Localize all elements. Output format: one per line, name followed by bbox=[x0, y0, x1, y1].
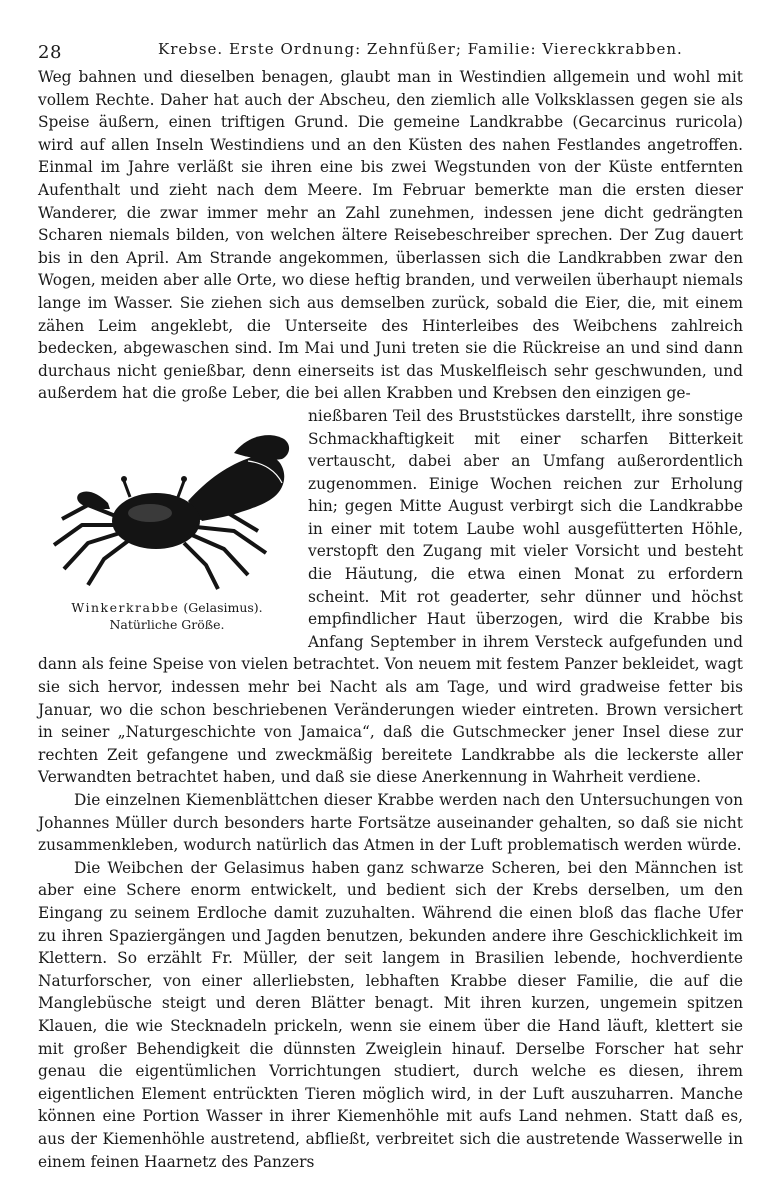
running-head bbox=[38, 36, 743, 66]
crab-figure bbox=[38, 409, 296, 633]
fiddler-crab-illustration bbox=[38, 409, 296, 593]
paragraph-gelasimus: Die Weibchen der Gelasimus haben ganz schwarze Scheren, bei den Männchen ist aber eine Schere enorm entwickelt, und bedient sich der Krebs derselben, um den Eingang zu seinem Erdloche damit zuzuhalten. Während die einen bloß das flache Ufer zu ihren Spaziergängen und Jagden benutzen, bekunden andere ihre Geschicklichkeit im Klettern. So erzählt Fr. Müller, der seit langem in Brasilien lebende, hochverdiente Naturforscher, von einer allerliebsten, lebhaften Krabbe dieser Familie, die auf die Manglebüsche steigt und deren Blätter benagt. Mit ihren kurzen, ungemein spitzen Klauen, die wie Stecknadeln prickeln, wenn sie einem über die Hand läuft, klettert sie mit großer Behendigkeit die dünnsten Zweiglein hinauf. Derselbe Forscher hat sehr genau die eigentümlichen Vorrichtungen studiert, durch welche es diesen, ihrem eigentlichen Element entrückten Tieren möglich wird, in der Luft auszuharren. Manche können eine Portion Wasser in ihrer Kiemenhöhle mit aufs Land nehmen. Statt daß es, aus der Kiemenhöhle austretend, abfließt, verbreitet sich die austretende Wasserwelle in einem feinen Haarnetz des Panzers bbox=[38, 858, 743, 1171]
page-number: 28 bbox=[38, 42, 62, 63]
paragraph-landcrab-top: Weg bahnen und dieselben benagen, glaubt man in Westindien allgemein und wohl mit vollem Rechte. Daher hat auch der Abscheu, den ziemlich alle Volksklassen gegen sie als Speise äußern, einen triftigen Grund. Die gemeine Landkrabbe (Gecarcinus ruricola) wird auf allen Inseln Westindiens und an den Küsten des nahen Festlandes angetroffen. Einmal im Jahre verläßt sie ihren eine bis zwei Wegstunden von der Küste entfernten Aufenthalt und zieht nach dem Meere. Im Februar bemerkte man die ersten dieser Wanderer, die zwar immer mehr an Zahl zunehmen, indessen jene dicht gedrängten Scharen niemals bilden, von welchen ältere Reisebeschreiber sprechen. Der Zug dauert bis in den April. Am Strande angekommen, überlassen sich die Landkrabben zwar den Wogen, meiden aber alle Orte, wo diese heftig branden, und verweilen überhaupt niemals lange im Wasser. Sie ziehen sich aus demselben zurück, sobald die Eier, die, mit einem zähen Leim angeklebt, die Unterseite des Hinterleibes des Weibchens zahlreich bedecken, abgewaschen sind. Im Mai und Juni treten sie die Rückreise an und sind dann durchaus nicht genießbar, denn einerseits ist das Muskelfleisch sehr geschwunden, und außerdem hat die große Leber, die bei allen Krabben und Krebsen den einzigen ge- bbox=[38, 68, 743, 403]
figure-caption bbox=[38, 599, 296, 633]
paragraph-gills: Die einzelnen Kiemenblättchen dieser Krabbe werden nach den Untersuchungen von Johannes Müller durch besonders harte Fortsätze auseinander gehalten, so daß sie nicht zusammenkleben, wodurch natürlich das Atmen in der Luft problematisch werden würde. bbox=[38, 791, 743, 855]
paragraph-landcrab-wrap: nießbaren Teil des Bruststückes darstellt, ihre sonstige Schmackhaftigkeit mit einer scharfen Bitterkeit vertauscht, dabei aber an Umfang außerordentlich zugenommen. Einige Wochen reichen zur Erholung hin; gegen Mitte August verbirgt sich die Landkrabbe in einer mit totem Laube wohl ausgefütterten Höhle, verstopft den Zugang mit vieler Vorsicht und besteht die Häutung, die etwa einen Monat zu erfordern scheint. Mit rot geaderter, sehr dünner und höchst empfindlicher Haut überzogen, wird die Krabbe bis Anfang September in ihrem Versteck aufgefunden und dann als feine Speise von vielen betrachtet. Von neuem mit festem Panzer bekleidet, wagt sie sich hervor, indessen mehr bei Nacht als am Tage, und wird gradweise fetter bis Januar, wo die schon beschriebenen Veränderungen wieder eintreten. Brown versichert in seiner „Naturgeschichte von Jamaica“, daß die Gutschmecker jener Insel diese zur rechten Zeit gefangene und zweckmäßig bereitete Landkrabbe als die leckerste aller Verwandten betrachtet haben, und daß sie diese Anerkennung in Wahrheit verdiene. bbox=[38, 406, 743, 787]
caption-species-name: Winkerkrabbe bbox=[71, 599, 180, 615]
body-text bbox=[38, 66, 743, 1173]
caption-rest: (Gelasimus). Natürliche Größe. bbox=[109, 599, 263, 632]
running-title: Krebse. Erste Ordnung: Zehnfüßer; Familie: Viereckkrabben. bbox=[158, 40, 683, 58]
